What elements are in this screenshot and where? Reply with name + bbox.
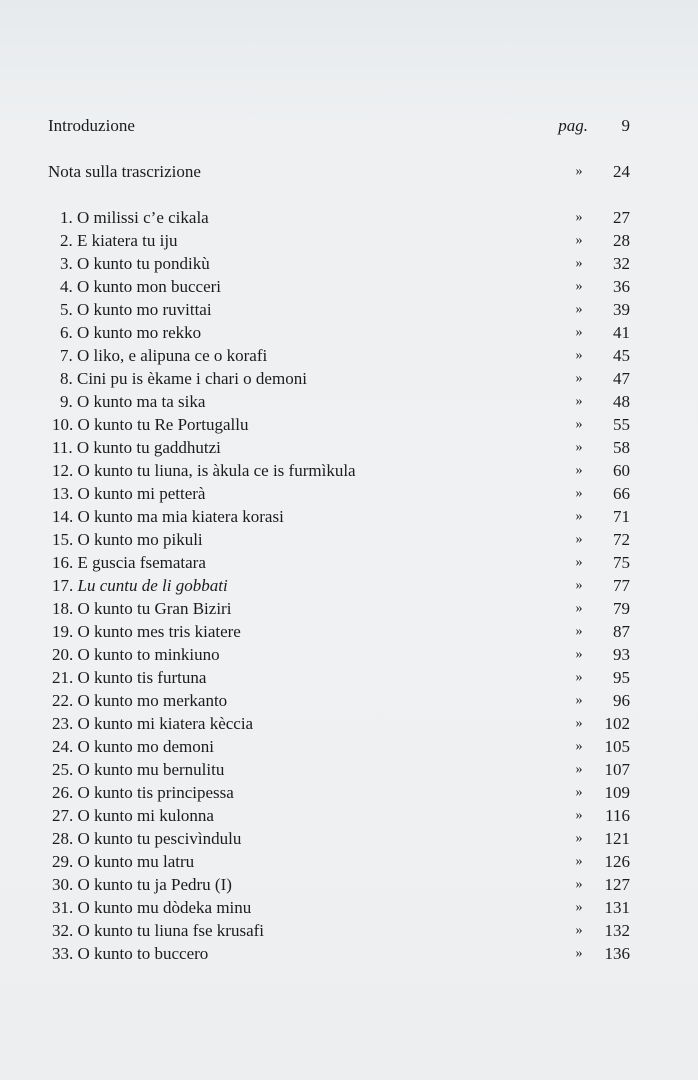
toc-row-entry (0, 666, 698, 690)
toc-row-entry (0, 896, 698, 920)
toc-title: Nota sulla trascrizione (48, 162, 201, 181)
toc-page-prefix: pag. (558, 116, 588, 135)
toc-row-entry (0, 689, 698, 713)
toc-page-number: 45 (613, 346, 630, 365)
toc-row-entry (0, 574, 698, 598)
toc-ditto-mark: » (575, 877, 583, 892)
toc-ditto-mark: » (575, 670, 583, 685)
toc-page-number: 39 (613, 300, 630, 319)
toc-page-number: 131 (604, 898, 630, 917)
toc-page-number: 96 (613, 691, 630, 710)
toc-row-entry (0, 758, 698, 782)
toc-title: 23. O kunto mi kiatera kèccia (52, 714, 254, 733)
toc-row-entry (0, 321, 698, 345)
toc-row-entry (0, 344, 698, 368)
toc-page-number: 107 (604, 760, 630, 779)
toc-ditto-mark: » (575, 831, 583, 846)
toc-title: 9. O kunto ma ta sika (60, 392, 206, 411)
toc-title: 2. E kiatera tu iju (60, 231, 178, 250)
toc-ditto-mark: » (575, 509, 583, 524)
toc-row-entry (0, 436, 698, 460)
toc-row-entry (0, 505, 698, 529)
toc-row-introduction (0, 114, 698, 138)
toc-title: 26. O kunto tis principessa (52, 783, 234, 802)
toc-page-number: 87 (613, 622, 630, 641)
toc-page-number: 71 (613, 507, 630, 526)
toc-title: 3. O kunto tu pondikù (60, 254, 210, 273)
toc-page-number: 9 (621, 116, 630, 135)
toc-ditto-mark: » (575, 601, 583, 616)
toc-ditto-mark: » (575, 256, 583, 271)
toc-ditto-mark: » (575, 900, 583, 915)
toc-row-entry (0, 804, 698, 828)
toc-row-entry (0, 551, 698, 575)
toc-ditto-mark: » (575, 210, 583, 225)
toc-ditto-mark: » (575, 233, 583, 248)
toc-page-number: 132 (604, 921, 630, 940)
toc-page-number: 41 (613, 323, 630, 342)
toc-row-entry (0, 275, 698, 299)
toc-title: 6. O kunto mo rekko (60, 323, 202, 342)
toc-row-entry (0, 252, 698, 276)
toc-title: 22. O kunto mo merkanto (52, 691, 228, 710)
toc-ditto-mark: » (575, 555, 583, 570)
toc-page-number: 95 (613, 668, 630, 687)
toc-page-number: 58 (613, 438, 630, 457)
toc-row-entry (0, 643, 698, 667)
toc-page-number: 60 (613, 461, 630, 480)
toc-ditto-mark: » (575, 854, 583, 869)
toc-page-number: 126 (604, 852, 630, 871)
toc-page-number: 24 (613, 162, 630, 181)
toc-title: 32. O kunto tu liuna fse krusafi (52, 921, 264, 940)
toc-row-entry (0, 413, 698, 437)
toc-row-entry (0, 229, 698, 253)
toc-row-entry (0, 528, 698, 552)
toc-page-number: 48 (613, 392, 630, 411)
toc-title: 25. O kunto mu bernulitu (52, 760, 225, 779)
toc-title: 12. O kunto tu liuna, is àkula ce is furmìkula (52, 461, 356, 480)
toc-page-number: 32 (613, 254, 630, 273)
toc-page-number: 77 (613, 576, 630, 595)
toc-ditto-mark: » (575, 532, 583, 547)
toc-row-entry (0, 735, 698, 759)
toc-entry-number: 17. (52, 576, 74, 595)
toc-page-number: 47 (613, 369, 630, 388)
toc-ditto-mark: » (575, 647, 583, 662)
toc-ditto-mark: » (575, 946, 583, 961)
toc-row-entry (0, 712, 698, 736)
toc-page-number: 36 (613, 277, 630, 296)
toc-title: 29. O kunto mu latru (52, 852, 195, 871)
toc-title: 13. O kunto mi petterà (52, 484, 206, 503)
toc-row-entry (0, 873, 698, 897)
toc-page-number: 27 (613, 208, 630, 227)
toc-page-number: 127 (604, 875, 630, 894)
toc-title: 10. O kunto tu Re Portugallu (52, 415, 249, 434)
toc-title: 16. E guscia fsematara (52, 553, 206, 572)
toc-title: 30. O kunto tu ja Pedru (I) (52, 875, 232, 894)
toc-title: 8. Cini pu is èkame i chari o demoni (60, 369, 307, 388)
toc-title (52, 574, 228, 598)
toc-title: 15. O kunto mo pikuli (52, 530, 203, 549)
toc-title: 4. O kunto mon bucceri (60, 277, 221, 296)
toc-row-entry (0, 367, 698, 391)
toc-row-entry (0, 827, 698, 851)
toc-ditto-mark: » (575, 624, 583, 639)
toc-row-entry (0, 850, 698, 874)
toc-row-entry (0, 459, 698, 483)
toc-title: 18. O kunto tu Gran Biziri (52, 599, 232, 618)
toc-ditto-mark: » (575, 693, 583, 708)
toc-ditto-mark: » (575, 486, 583, 501)
toc-title: Introduzione (48, 116, 135, 135)
toc-row-entry (0, 482, 698, 506)
toc-page-number: 136 (604, 944, 630, 963)
toc-page-number: 79 (613, 599, 630, 618)
toc-title: 19. O kunto mes tris kiatere (52, 622, 241, 641)
toc-ditto-mark: » (575, 348, 583, 363)
toc-row-entry (0, 597, 698, 621)
toc-title: 5. O kunto mo ruvittai (60, 300, 212, 319)
toc-page-number: 105 (604, 737, 630, 756)
toc-ditto-mark: » (575, 371, 583, 386)
toc-ditto-mark: » (575, 578, 583, 593)
toc-row-note (0, 160, 698, 184)
toc-ditto-mark: » (575, 302, 583, 317)
toc-ditto-mark: » (575, 739, 583, 754)
toc-row-entry (0, 206, 698, 230)
toc-page-number: 66 (613, 484, 630, 503)
toc-title: 24. O kunto mo demoni (52, 737, 214, 756)
toc-page-number: 75 (613, 553, 630, 572)
toc-row-entry (0, 919, 698, 943)
toc-page-number: 116 (605, 806, 630, 825)
toc-row-entry (0, 781, 698, 805)
toc-entry-italic-title: Lu cuntu de li gobbati (77, 576, 228, 595)
toc-title: 7. O liko, e alipuna ce o korafi (60, 346, 268, 365)
toc-ditto-mark: » (575, 923, 583, 938)
toc-page-number: 109 (604, 783, 630, 802)
toc-row-entry (0, 942, 698, 966)
toc-ditto-mark: » (575, 417, 583, 432)
toc-row-entry (0, 620, 698, 644)
toc-page-number: 102 (604, 714, 630, 733)
toc-ditto-mark: » (575, 808, 583, 823)
toc-ditto-mark: » (575, 716, 583, 731)
toc-title: 31. O kunto mu dòdeka minu (52, 898, 252, 917)
toc-page-number: 72 (613, 530, 630, 549)
toc-title: 20. O kunto to minkiuno (52, 645, 220, 664)
toc-title: 11. O kunto tu gaddhutzi (52, 438, 221, 457)
toc-ditto-mark: » (575, 440, 583, 455)
toc-ditto-mark: » (575, 394, 583, 409)
toc-row-entry (0, 298, 698, 322)
toc-row-entry (0, 390, 698, 414)
toc-page-number: 121 (604, 829, 630, 848)
toc-ditto-mark: » (575, 785, 583, 800)
toc-title: 27. O kunto mi kulonna (52, 806, 214, 825)
toc-page-number: 28 (613, 231, 630, 250)
toc-page-number: 93 (613, 645, 630, 664)
toc-page-number: 55 (613, 415, 630, 434)
toc-title: 14. O kunto ma mia kiatera korasi (52, 507, 284, 526)
toc-title: 28. O kunto tu pescivìndulu (52, 829, 242, 848)
toc-ditto-mark: » (575, 463, 583, 478)
toc-ditto-mark: » (575, 325, 583, 340)
toc-title: 21. O kunto tis furtuna (52, 668, 207, 687)
toc-title: 1. O milissi c’e cikala (60, 208, 209, 227)
toc-ditto-mark: » (575, 279, 583, 294)
toc-ditto-mark: » (575, 762, 583, 777)
toc-title: 33. O kunto to buccero (52, 944, 209, 963)
toc-ditto-mark: » (575, 164, 583, 179)
